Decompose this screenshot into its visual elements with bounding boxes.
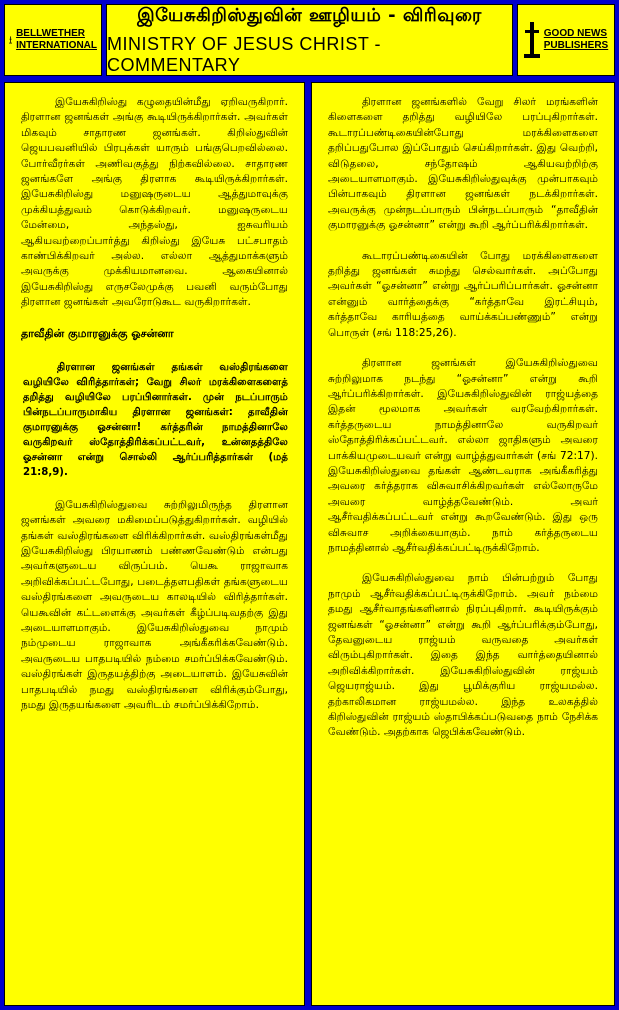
logo-line-1: BELLWETHER	[16, 28, 85, 39]
paragraph: கூடாரப்பண்டிகையின் போது மரக்கிளைகளை தறித்து ஜனங்கள் சுமந்து செல்வார்கள். அப்போது அவர்கள் “ஓசன்னா” என்று ஆர்ப்பரிப்பார்கள். ஓசன்னா என்னும் வார்த்தைக்கு “கர்த்தாவே இரட்சியும், கர்த்தாவே காரியத்தை வாய்க்கப்பண்ணும்” என்று பொருள் (சங் 118:25,26).	[328, 249, 598, 339]
page-title-english: MINISTRY OF JESUS CHRIST - COMMENTARY	[107, 33, 382, 75]
bellwether-logo-icon	[9, 20, 12, 60]
publisher-line-2: PUBLISHERS	[543, 40, 609, 51]
paragraph: இயேசுகிறிஸ்துவை சுற்றிலுமிருந்த திரளான ஜனங்கள் அவரை மகிமைப்படுத்துகிறார்கள். வழியில் தங்கள் வஸ்திரங்களை விரிக்கிறார்கள். வஸ்திரங்கள்மீது இயேசுகிறிஸ்து பிரயாணம் பண்ணவேண்டும் என்பது அவர்களுடைய விருப்பம். யெகூ ராஜாவாக அறிவிக்கப்பட்டபோது, படைத்தளபதிகள் தங்களுடைய வஸ்திரங்களை அவருடைய காலடியில் விரித்தார்கள். யெகூவின் கட்டளைக்கு அவர்கள் கீழ்ப்படிவதற்கு இது அடையாளமாகும். இயேசுகிறிஸ்துவை நாமும் நம்முடைய ராஜாவாக அங்கீகரிக்கவேண்டும். அவருடைய பாதபடியில் நம்மை சமர்ப்பிக்கவேண்டும். வஸ்திரங்கள் இருதயத்திற்கு அடையாளம். இயேசுவின் பாதபடியில் நமது வஸ்திரங்களை விரிக்கும்போது, நமது இருதயங்களை அவரிடம் சமர்ப்பிக்கிறோம்.	[21, 498, 288, 711]
right-column	[311, 82, 615, 1006]
page-title-tamil: இயேசுகிறிஸ்துவின் ஊழியம் - விரிவுரை	[137, 4, 482, 26]
scripture-quote: திரளான ஜனங்கள் தங்கள் வஸ்திரங்களை வழியிலே விரித்தார்கள்; வேறு சிலர் மரக்கிளைகளைத் தறித்து வழியிலே பரப்பினார்கள். முன் நடப்பாரும் பின்நடப்பாருமாகிய திரளான ஜனங்கள்: தாவீதின் குமாரனுக்கு ஓசன்னா! கர்த்தரின் நாமத்தினாலே வருகிறவர் ஸ்தோத்திரிக்கப்பட்டவர், உன்னதத்திலே ஓசன்னா என்று சொல்லி ஆர்ப்பரித்தார்கள் (மத் 21:8,9).	[23, 361, 288, 478]
good-news-logo	[517, 4, 615, 76]
paragraph: திரளான ஜனங்கள் இயேசுகிறிஸ்துவை சுற்றிலுமாக நடந்து “ஓசன்னா” என்று கூறி ஆர்ப்பரிக்கிறார்கள். இயேசுகிறிஸ்துவின் ராஜ்யத்தை இதன் மூலமாக அவர்கள் வரவேற்கிறார்கள். கர்த்தருடைய நாமத்தினாலே வருகிறவர் ஸ்தோத்திரிக்கப்பட்டவர். எல்லா ஜாதிகளும் அவரை பாக்கியமுடையவர் என்று வாழ்த்துவார்கள் (சங் 72:17). இயேசுகிறிஸ்துவை தங்கள் ஆண்டவராக அங்கீகரித்து அவரை கர்த்தராக விசுவாசிக்கிறவர்கள் எல்லோருமே அவரை வாழ்த்தவேண்டும். அவர் ஆசீர்வதிக்கப்பட்டவர் என்று கூறவேண்டும். இது ஒரு விசுவாச அறிக்கையாகும். நாம் கர்த்தருடைய நாமத்தினால் ஆசீர்வதிக்கப்பட்டிருக்கிறோம்.	[328, 357, 598, 554]
bellwether-logo	[4, 4, 102, 76]
paragraph: இயேசுகிறிஸ்து கழுதையின்மீது ஏறிவருகிறார். திரளான ஜனங்கள் அங்கு கூடியிருக்கிறார்கள். அவர்கள் மிகவும் சாதாரண ஜனங்கள். கிறிஸ்துவின் ஜெயபவனியில் பிரபுக்கள் யாரும் பங்குபெறவில்லை. போர்வீரர்கள் அணிவகுத்து நிற்கவில்லை. சாதாரண ஜனங்களே அங்கு திரளாக கூடியிருக்கிறார்கள். இயேசுகிறிஸ்து மனுஷருடைய ஆத்துமாவுக்கு முக்கியத்துவம் கொடுக்கிறவர். மனுஷருடைய மேன்மை, அந்தஸ்து, ஐசுவரியம் ஆகியவற்றைப்பார்த்து கிறிஸ்து இயேசு பட்சபாதம் காண்பிக்கிறவர் அல்ல. எல்லா ஆத்துமாக்களும் அவருக்கு முக்கியமானவை. ஆகையினால் இயேசுகிறிஸ்து எருசலேமுக்கு பவனி வரும்போது திரளான ஜனங்கள் அவரோடுகூட வருகிறார்கள்.	[21, 96, 288, 309]
paragraph: இயேசுகிறிஸ்துவை நாம் பின்பற்றும் போது நாமும் ஆசீர்வதிக்கப்பட்டிருக்கிறோம். அவர் நம்மை தமது ஆசீர்வாதங்களினால் நிரப்புகிறார். கூடியிருக்கும் ஜனங்கள் “ஓசன்னா” என்று கூறி ஆர்ப்பரிக்கும்போது, தேவனுடைய ராஜ்யம் வருவதை அவர்கள் விரும்புகிறார்கள். இதை இந்த வார்த்தையினால் அறிவிக்கிறார்கள். இயேசுகிறிஸ்துவின் ராஜ்யம் ஜெயராஜ்யம். இது பூமிக்குரிய ராஜ்யமல்ல. தற்காலிகமான ராஜ்யமல்ல. இந்த உலகத்தில் கிறிஸ்துவின் ராஜ்யம் ஸ்தாபிக்கப்படுவதை நாம் நேசிக்க வேண்டும். அதற்காக ஜெபிக்கவேண்டும்.	[328, 572, 598, 739]
good-news-logo-icon	[524, 20, 540, 60]
paragraph: திரளான ஜனங்களில் வேறு சிலர் மரங்களின் கிளைகளை தறித்து வழியிலே பரப்புகிறார்கள். கூடாரப்பண்டிகையின்போது மரக்கிளைகளை தறிப்பதுபோல இப்போதும் செய்கிறார்கள். இது வெற்றி, விடுதலை, சந்தோஷம் ஆகியவற்றிற்கு அடையாளமாகும். இயேசுகிறிஸ்துவுக்கு முன்பாகவும் பின்பாகவும் திரளான ஜனங்கள் நடக்கிறார்கள். அவருக்கு முன்நடப்பாரும் பின்நடப்பாரும் “தாவீதின் குமாரனுக்கு ஓசன்னா” என்று கூறி ஆர்ப்பரிக்கிறார்கள்.	[328, 96, 598, 232]
section-heading: தாவீதின் குமாரனுக்கு ஓசன்னா	[21, 326, 174, 340]
left-column	[4, 82, 305, 1006]
page-header	[4, 4, 615, 76]
logo-line-2: INTERNATIONAL	[16, 40, 97, 51]
publisher-line-1: GOOD NEWS	[543, 28, 608, 39]
title-box	[106, 4, 513, 76]
